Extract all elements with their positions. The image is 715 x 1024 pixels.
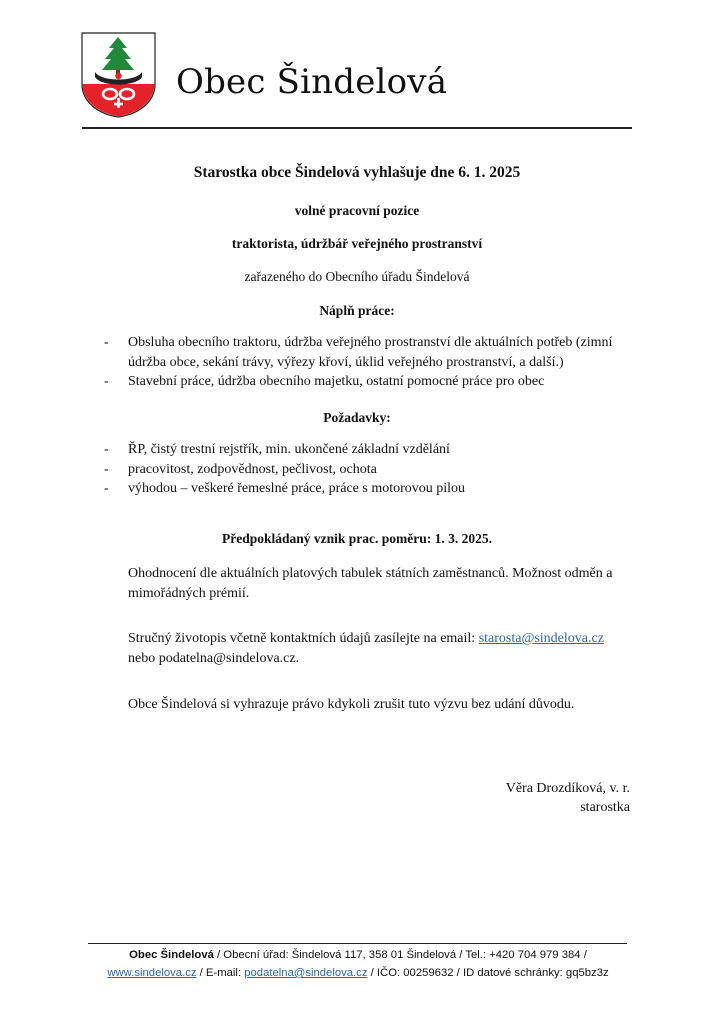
footer-divider: [88, 943, 627, 944]
duties-list: [104, 333, 634, 392]
requirements-list: [104, 440, 634, 499]
salary-paragraph: Ohodnocení dle aktuálních platových tabulek státních zaměstnanců. Možnost odměn a mimořádných prémií.: [128, 566, 613, 601]
signature-role: starostka: [580, 800, 630, 815]
assignment-text: zařazeného do Obecního úřadu Šindelová: [244, 269, 470, 284]
municipality-name: Obec Šindelová: [176, 62, 448, 102]
email-link[interactable]: starosta@sindelova.cz: [478, 631, 604, 646]
requirements-heading: Požadavky:: [323, 410, 391, 425]
list-item: - Obsluha obecního traktoru, údržba veřejného prostranství dle aktuálních potřeb (zimní údržba obce, sekání trávy, výřezy křoví, úklid veřejného prostranství, a další.): [104, 335, 613, 370]
announcement-heading: Starostka obce Šindelová vyhlašuje dne 6. 1. 2025: [193, 164, 521, 181]
position-title: traktorista, údržbář veřejného prostranství: [231, 236, 483, 251]
footer-line-2: [82, 964, 634, 982]
cv-text-alt: nebo podatelna@sindelova.cz.: [128, 650, 300, 666]
footer-org-name: Obec Šindelová: [129, 949, 214, 961]
position-type: volné pracovní pozice: [294, 203, 420, 218]
list-item: - výhodou – veškeré řemeslné práce, práce s motorovou pilou: [104, 481, 466, 496]
footer: [82, 946, 634, 982]
list-item: - ŘP, čistý trestní rejstřík, min. ukončené základní vzdělání: [104, 442, 450, 457]
footer-address: / Obecní úřad: Šindelová 117, 358 01 Šindelová / Tel.: +420 704 979 384 /: [213, 949, 587, 961]
footer-line-1: [82, 946, 634, 964]
coat-of-arms-icon: [81, 32, 156, 118]
cv-text: Stručný životopis včetně kontaktních údajů zasílejte na email:: [128, 631, 479, 646]
start-date-line: Předpokládaný vznik prac. poměru: 1. 3. 2025.: [221, 531, 492, 546]
duties-heading: Náplň práce:: [319, 303, 395, 318]
cv-paragraph: [128, 629, 633, 668]
header-divider: [82, 127, 632, 129]
signature-block: [506, 779, 630, 817]
footer-email-link[interactable]: podatelna@sindelova.cz: [244, 967, 368, 979]
signature-name: Věra Drozdíková, v. r.: [505, 781, 630, 796]
list-item: - pracovitost, zodpovědnost, pečlivost, ochota: [104, 461, 377, 477]
reservation-paragraph: Obce Šindelová si vyhrazuje právo kdykoli zrušit tuto výzvu bez udání důvodu.: [128, 697, 575, 712]
footer-ids: / IČO: 00259632 / ID datové schránky: gq5bz3z: [367, 967, 609, 979]
footer-email-label: / E-mail:: [196, 967, 245, 979]
website-link[interactable]: www.sindelova.cz: [107, 967, 197, 979]
list-item: - Stavební práce, údržba obecního majetku, ostatní pomocné práce pro obec: [104, 374, 545, 389]
